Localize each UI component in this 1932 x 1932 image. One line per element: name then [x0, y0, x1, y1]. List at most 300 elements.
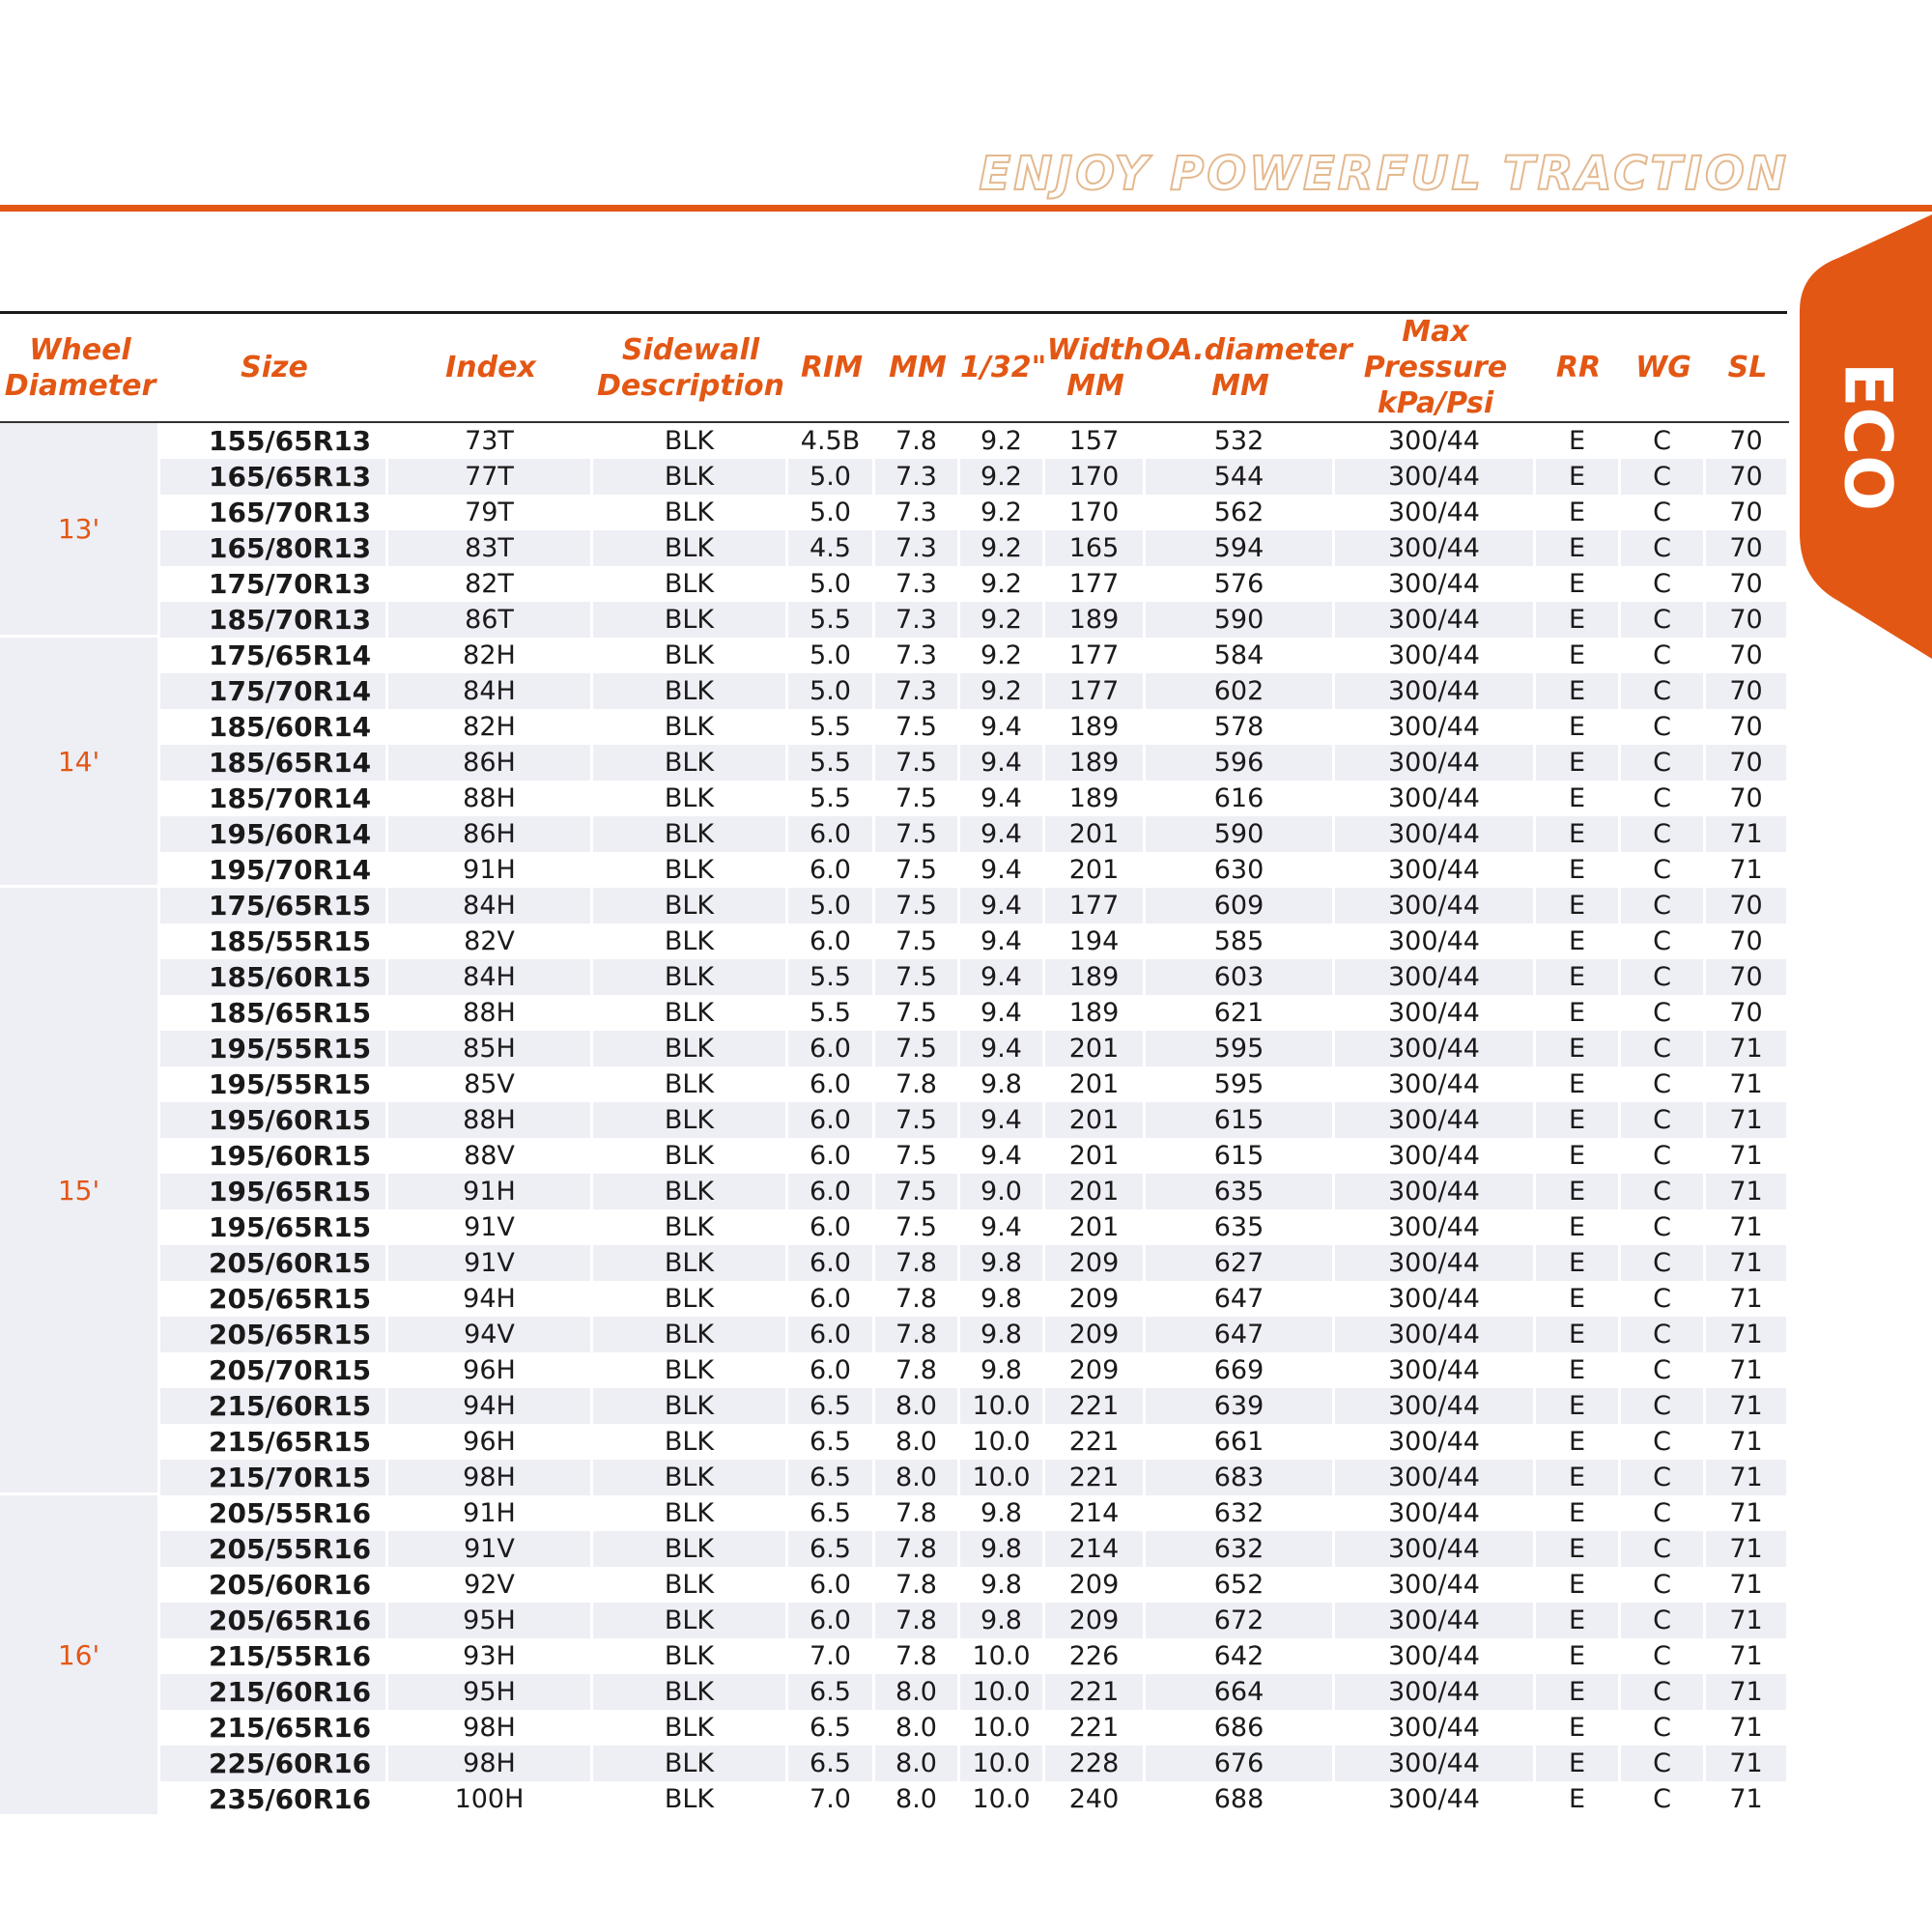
- table-cell: 71: [1706, 1352, 1789, 1388]
- table-cell: 221: [1045, 1424, 1146, 1460]
- table-row: [0, 852, 1789, 888]
- table-cell: 664: [1146, 1674, 1335, 1710]
- table-cell: 602: [1146, 673, 1335, 709]
- table-cell: 9.8: [960, 1281, 1045, 1317]
- table-cell: 5.5: [788, 959, 875, 995]
- table-cell: 300/44: [1335, 709, 1536, 745]
- column-header-line: OA.diameter: [1146, 332, 1352, 367]
- table-cell: E: [1536, 673, 1621, 709]
- table-cell: C: [1621, 923, 1706, 959]
- table-cell: 7.8: [875, 1531, 960, 1567]
- table-cell: 9.4: [960, 852, 1045, 888]
- table-cell: C: [1621, 1281, 1706, 1317]
- table-cell: 7.5: [875, 852, 960, 888]
- size-cell: 195/55R15: [160, 1066, 388, 1102]
- table-cell: 221: [1045, 1710, 1146, 1746]
- table-cell: 532: [1146, 423, 1335, 459]
- table-cell: 544: [1146, 459, 1335, 495]
- table-row: [0, 566, 1789, 602]
- table-cell: 576: [1146, 566, 1335, 602]
- table-cell: 10.0: [960, 1746, 1045, 1781]
- column-header-line: Index: [445, 351, 536, 384]
- table-row: [0, 1174, 1789, 1209]
- column-header: [1146, 314, 1352, 423]
- size-cell: 185/60R15: [160, 959, 388, 995]
- table-cell: 96H: [388, 1352, 593, 1388]
- table-cell: E: [1536, 745, 1621, 781]
- table-cell: E: [1536, 1138, 1621, 1174]
- table-cell: C: [1621, 1138, 1706, 1174]
- table-cell: 5.0: [788, 673, 875, 709]
- table-cell: E: [1536, 1567, 1621, 1603]
- table-cell: 209: [1045, 1352, 1146, 1388]
- table-cell: 642: [1146, 1638, 1335, 1674]
- table-cell: 7.3: [875, 566, 960, 602]
- table-row: [0, 1388, 1789, 1424]
- table-cell: E: [1536, 1746, 1621, 1781]
- table-cell: C: [1621, 1603, 1706, 1638]
- table-cell: E: [1536, 530, 1621, 566]
- table-cell: 189: [1045, 709, 1146, 745]
- table-cell: 189: [1045, 745, 1146, 781]
- table-cell: 209: [1045, 1317, 1146, 1352]
- table-cell: 8.0: [875, 1710, 960, 1746]
- table-cell: C: [1621, 1317, 1706, 1352]
- table-cell: C: [1621, 1674, 1706, 1710]
- table-cell: 6.0: [788, 1031, 875, 1066]
- table-cell: C: [1621, 1746, 1706, 1781]
- table-row: [0, 1138, 1789, 1174]
- size-cell: 205/60R15: [160, 1245, 388, 1281]
- table-cell: 627: [1146, 1245, 1335, 1281]
- table-cell: 214: [1045, 1495, 1146, 1531]
- table-cell: 300/44: [1335, 1102, 1536, 1138]
- table-cell: 71: [1706, 1567, 1789, 1603]
- table-cell: E: [1536, 638, 1621, 673]
- table-cell: 7.5: [875, 995, 960, 1031]
- table-row: [0, 1031, 1789, 1066]
- table-cell: 9.4: [960, 1138, 1045, 1174]
- table-cell: E: [1536, 1638, 1621, 1674]
- table-cell: 70: [1706, 781, 1789, 816]
- table-cell: BLK: [593, 566, 788, 602]
- table-cell: 595: [1146, 1031, 1335, 1066]
- size-cell: 215/60R16: [160, 1674, 388, 1710]
- size-cell: 235/60R16: [160, 1781, 388, 1817]
- size-cell: 175/70R14: [160, 673, 388, 709]
- table-cell: 7.8: [875, 1638, 960, 1674]
- table-cell: 8.0: [875, 1424, 960, 1460]
- table-cell: C: [1621, 1638, 1706, 1674]
- table-cell: 6.5: [788, 1674, 875, 1710]
- table-cell: 10.0: [960, 1388, 1045, 1424]
- table-cell: C: [1621, 495, 1706, 530]
- table-cell: 9.4: [960, 1102, 1045, 1138]
- table-cell: 177: [1045, 566, 1146, 602]
- table-cell: C: [1621, 1531, 1706, 1567]
- table-cell: E: [1536, 1174, 1621, 1209]
- table-cell: 71: [1706, 1781, 1789, 1817]
- table-cell: 71: [1706, 1388, 1789, 1424]
- table-cell: 9.2: [960, 638, 1045, 673]
- table-cell: 71: [1706, 852, 1789, 888]
- table-cell: 94H: [388, 1388, 593, 1424]
- table-cell: BLK: [593, 959, 788, 995]
- table-cell: 7.3: [875, 638, 960, 673]
- table-cell: 209: [1045, 1281, 1146, 1317]
- table-cell: 70: [1706, 602, 1789, 638]
- tire-spec-table-wrapper: [0, 311, 1787, 1817]
- table-row: [0, 816, 1789, 852]
- table-cell: 82T: [388, 566, 593, 602]
- table-cell: 672: [1146, 1603, 1335, 1638]
- table-cell: 88H: [388, 781, 593, 816]
- table-cell: BLK: [593, 888, 788, 923]
- table-cell: BLK: [593, 1352, 788, 1388]
- table-cell: 10.0: [960, 1710, 1045, 1746]
- table-cell: BLK: [593, 745, 788, 781]
- column-header: [1536, 314, 1621, 423]
- table-cell: 70: [1706, 959, 1789, 995]
- table-cell: 6.0: [788, 816, 875, 852]
- table-cell: 632: [1146, 1495, 1335, 1531]
- table-cell: E: [1536, 1674, 1621, 1710]
- table-cell: 6.0: [788, 1209, 875, 1245]
- table-cell: BLK: [593, 1638, 788, 1674]
- table-cell: 71: [1706, 1495, 1789, 1531]
- table-cell: C: [1621, 530, 1706, 566]
- wheel-diameter-cell: 16': [0, 1495, 160, 1817]
- column-header-line: SL: [1727, 351, 1768, 384]
- column-header-line: MM: [889, 351, 947, 384]
- table-cell: BLK: [593, 602, 788, 638]
- eco-tab-label: ECO: [1829, 361, 1906, 512]
- table-cell: 6.0: [788, 923, 875, 959]
- table-cell: BLK: [593, 1710, 788, 1746]
- size-cell: 185/60R14: [160, 709, 388, 745]
- size-cell: 225/60R16: [160, 1746, 388, 1781]
- table-row: [0, 1460, 1789, 1495]
- table-cell: 88V: [388, 1138, 593, 1174]
- table-row: [0, 1317, 1789, 1352]
- table-cell: 7.3: [875, 673, 960, 709]
- table-cell: 6.0: [788, 1281, 875, 1317]
- table-cell: 6.0: [788, 1317, 875, 1352]
- table-cell: BLK: [593, 459, 788, 495]
- table-cell: 590: [1146, 602, 1335, 638]
- table-cell: BLK: [593, 1245, 788, 1281]
- table-cell: 5.0: [788, 888, 875, 923]
- table-cell: 7.8: [875, 1317, 960, 1352]
- table-cell: 300/44: [1335, 1388, 1536, 1424]
- table-cell: C: [1621, 423, 1706, 459]
- table-cell: 221: [1045, 1388, 1146, 1424]
- table-cell: E: [1536, 1531, 1621, 1567]
- table-cell: E: [1536, 459, 1621, 495]
- table-cell: 170: [1045, 495, 1146, 530]
- table-cell: 88H: [388, 995, 593, 1031]
- table-cell: 201: [1045, 1138, 1146, 1174]
- table-cell: 221: [1045, 1460, 1146, 1495]
- table-cell: C: [1621, 1102, 1706, 1138]
- table-cell: BLK: [593, 1603, 788, 1638]
- table-cell: E: [1536, 1495, 1621, 1531]
- table-cell: 100H: [388, 1781, 593, 1817]
- table-cell: 221: [1045, 1674, 1146, 1710]
- table-cell: E: [1536, 1388, 1621, 1424]
- table-cell: BLK: [593, 852, 788, 888]
- table-cell: 9.8: [960, 1567, 1045, 1603]
- table-cell: 71: [1706, 1531, 1789, 1567]
- size-cell: 185/55R15: [160, 923, 388, 959]
- table-cell: E: [1536, 816, 1621, 852]
- table-cell: 7.5: [875, 923, 960, 959]
- table-cell: C: [1621, 602, 1706, 638]
- table-cell: 201: [1045, 816, 1146, 852]
- column-header-line: Wheel: [29, 332, 131, 367]
- table-cell: 9.8: [960, 1245, 1045, 1281]
- table-cell: 98H: [388, 1746, 593, 1781]
- table-cell: BLK: [593, 1209, 788, 1245]
- table-cell: 300/44: [1335, 781, 1536, 816]
- table-cell: 84H: [388, 673, 593, 709]
- table-cell: BLK: [593, 495, 788, 530]
- table-row: [0, 1603, 1789, 1638]
- column-header: [960, 314, 1045, 423]
- size-cell: 195/60R14: [160, 816, 388, 852]
- table-cell: E: [1536, 781, 1621, 816]
- size-cell: 185/65R14: [160, 745, 388, 781]
- table-cell: 71: [1706, 1674, 1789, 1710]
- table-cell: 83T: [388, 530, 593, 566]
- table-cell: 70: [1706, 566, 1789, 602]
- table-row: [0, 995, 1789, 1031]
- table-cell: 7.8: [875, 1245, 960, 1281]
- table-row: [0, 495, 1789, 530]
- table-cell: 6.0: [788, 1174, 875, 1209]
- table-cell: C: [1621, 816, 1706, 852]
- table-cell: 632: [1146, 1531, 1335, 1567]
- table-cell: 7.5: [875, 781, 960, 816]
- table-cell: E: [1536, 566, 1621, 602]
- table-cell: 170: [1045, 459, 1146, 495]
- table-row: [0, 423, 1789, 459]
- table-cell: 10.0: [960, 1674, 1045, 1710]
- eco-category-tab: [1800, 214, 1932, 659]
- table-row: [0, 602, 1789, 638]
- table-row: [0, 638, 1789, 673]
- table-cell: C: [1621, 1495, 1706, 1531]
- table-cell: 584: [1146, 638, 1335, 673]
- table-cell: 71: [1706, 1138, 1789, 1174]
- table-cell: 71: [1706, 1317, 1789, 1352]
- slogan-heading: ENJOY POWERFUL TRACTION: [979, 147, 1789, 201]
- table-cell: 616: [1146, 781, 1335, 816]
- table-cell: 10.0: [960, 1424, 1045, 1460]
- table-cell: 562: [1146, 495, 1335, 530]
- table-cell: 9.2: [960, 602, 1045, 638]
- table-cell: 639: [1146, 1388, 1335, 1424]
- table-cell: C: [1621, 781, 1706, 816]
- table-cell: 71: [1706, 1066, 1789, 1102]
- table-cell: 71: [1706, 1245, 1789, 1281]
- header-rule: [0, 205, 1932, 212]
- size-cell: 175/65R14: [160, 638, 388, 673]
- table-cell: E: [1536, 1031, 1621, 1066]
- size-cell: 205/70R15: [160, 1352, 388, 1388]
- table-cell: E: [1536, 1245, 1621, 1281]
- table-cell: 82H: [388, 709, 593, 745]
- table-cell: 189: [1045, 995, 1146, 1031]
- table-cell: 73T: [388, 423, 593, 459]
- table-cell: 214: [1045, 1531, 1146, 1567]
- column-header: [160, 314, 388, 423]
- column-header-line: MM: [1066, 368, 1124, 403]
- table-cell: 300/44: [1335, 1460, 1536, 1495]
- column-header-line: WG: [1635, 351, 1691, 384]
- size-cell: 195/55R15: [160, 1031, 388, 1066]
- table-cell: C: [1621, 1352, 1706, 1388]
- table-cell: 300/44: [1335, 745, 1536, 781]
- table-cell: C: [1621, 1209, 1706, 1245]
- table-cell: 5.0: [788, 459, 875, 495]
- table-cell: C: [1621, 888, 1706, 923]
- table-cell: 9.4: [960, 959, 1045, 995]
- table-cell: 91H: [388, 852, 593, 888]
- table-cell: 71: [1706, 1460, 1789, 1495]
- table-cell: 300/44: [1335, 1531, 1536, 1567]
- table-cell: 98H: [388, 1710, 593, 1746]
- table-cell: 686: [1146, 1710, 1335, 1746]
- table-cell: 595: [1146, 1066, 1335, 1102]
- table-cell: BLK: [593, 638, 788, 673]
- table-cell: C: [1621, 673, 1706, 709]
- table-cell: 7.3: [875, 530, 960, 566]
- table-cell: 647: [1146, 1281, 1335, 1317]
- table-row: [0, 959, 1789, 995]
- table-cell: 630: [1146, 852, 1335, 888]
- size-cell: 205/55R16: [160, 1531, 388, 1567]
- table-cell: E: [1536, 495, 1621, 530]
- table-cell: 94V: [388, 1317, 593, 1352]
- column-header-line: kPa/Psi: [1377, 386, 1494, 420]
- table-cell: 9.4: [960, 816, 1045, 852]
- table-cell: E: [1536, 1460, 1621, 1495]
- table-cell: 86T: [388, 602, 593, 638]
- table-cell: 590: [1146, 816, 1335, 852]
- column-header: [388, 314, 593, 423]
- table-cell: 688: [1146, 1781, 1335, 1817]
- table-cell: 300/44: [1335, 816, 1536, 852]
- table-cell: E: [1536, 1352, 1621, 1388]
- column-header: [788, 314, 875, 423]
- table-cell: 9.2: [960, 459, 1045, 495]
- table-cell: 91V: [388, 1209, 593, 1245]
- column-header-line: Description: [596, 368, 785, 403]
- table-cell: 7.8: [875, 1567, 960, 1603]
- table-cell: 70: [1706, 709, 1789, 745]
- table-cell: 585: [1146, 923, 1335, 959]
- table-cell: 71: [1706, 1209, 1789, 1245]
- table-cell: 9.4: [960, 1209, 1045, 1245]
- table-cell: 300/44: [1335, 602, 1536, 638]
- table-cell: E: [1536, 1066, 1621, 1102]
- table-cell: 300/44: [1335, 995, 1536, 1031]
- table-row: [0, 1638, 1789, 1674]
- table-cell: 5.5: [788, 781, 875, 816]
- table-cell: 8.0: [875, 1746, 960, 1781]
- size-cell: 205/60R16: [160, 1567, 388, 1603]
- table-cell: C: [1621, 1388, 1706, 1424]
- table-cell: 9.4: [960, 745, 1045, 781]
- table-cell: 300/44: [1335, 1352, 1536, 1388]
- table-cell: 6.5: [788, 1495, 875, 1531]
- table-cell: 615: [1146, 1102, 1335, 1138]
- table-cell: 189: [1045, 602, 1146, 638]
- table-cell: 7.3: [875, 495, 960, 530]
- table-cell: 300/44: [1335, 1245, 1536, 1281]
- table-cell: 6.0: [788, 1138, 875, 1174]
- column-header: [1335, 314, 1536, 423]
- table-cell: 86H: [388, 745, 593, 781]
- size-cell: 215/65R16: [160, 1710, 388, 1746]
- table-cell: 177: [1045, 888, 1146, 923]
- table-cell: BLK: [593, 1781, 788, 1817]
- table-cell: E: [1536, 1102, 1621, 1138]
- table-cell: 70: [1706, 495, 1789, 530]
- table-cell: 71: [1706, 1174, 1789, 1209]
- table-cell: 300/44: [1335, 1495, 1536, 1531]
- size-cell: 185/65R15: [160, 995, 388, 1031]
- size-cell: 195/60R15: [160, 1102, 388, 1138]
- table-cell: E: [1536, 1317, 1621, 1352]
- table-cell: 71: [1706, 1281, 1789, 1317]
- table-cell: BLK: [593, 1317, 788, 1352]
- size-cell: 215/70R15: [160, 1460, 388, 1495]
- table-cell: BLK: [593, 673, 788, 709]
- size-cell: 215/65R15: [160, 1424, 388, 1460]
- table-header-row: [0, 314, 1789, 423]
- table-row: [0, 459, 1789, 495]
- table-cell: 8.0: [875, 1674, 960, 1710]
- table-row: [0, 1066, 1789, 1102]
- table-cell: 8.0: [875, 1460, 960, 1495]
- table-cell: 9.4: [960, 888, 1045, 923]
- table-cell: 10.0: [960, 1638, 1045, 1674]
- table-cell: C: [1621, 566, 1706, 602]
- table-cell: 7.8: [875, 423, 960, 459]
- eco-tab-shape: [1800, 214, 1932, 659]
- table-cell: 635: [1146, 1174, 1335, 1209]
- table-cell: 7.3: [875, 602, 960, 638]
- table-row: [0, 745, 1789, 781]
- table-cell: 71: [1706, 1424, 1789, 1460]
- table-cell: 300/44: [1335, 638, 1536, 673]
- table-row: [0, 1352, 1789, 1388]
- table-cell: 177: [1045, 673, 1146, 709]
- table-cell: 300/44: [1335, 1710, 1536, 1746]
- table-row: [0, 1710, 1789, 1746]
- table-cell: 86H: [388, 816, 593, 852]
- table-cell: BLK: [593, 816, 788, 852]
- table-cell: 9.4: [960, 1031, 1045, 1066]
- table-cell: 71: [1706, 1746, 1789, 1781]
- table-cell: 157: [1045, 423, 1146, 459]
- table-cell: 300/44: [1335, 1424, 1536, 1460]
- table-cell: 7.5: [875, 1138, 960, 1174]
- size-cell: 205/55R16: [160, 1495, 388, 1531]
- column-header: [0, 314, 160, 423]
